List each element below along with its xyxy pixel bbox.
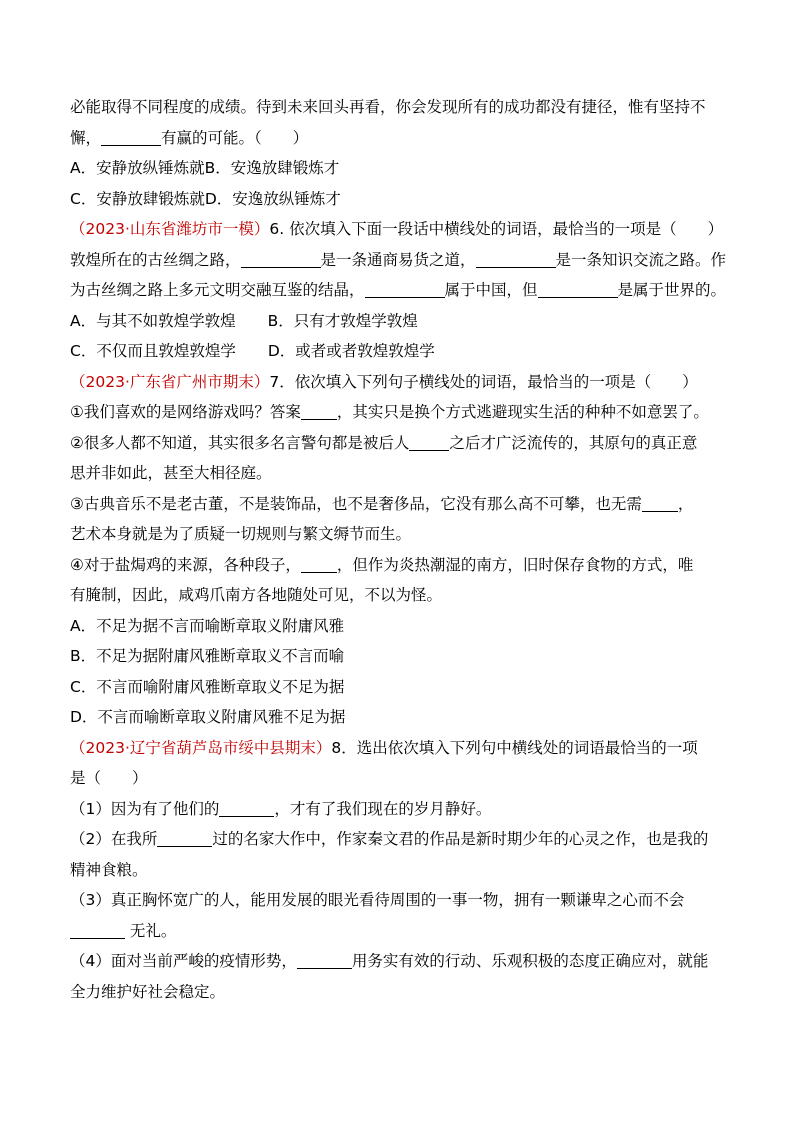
q7-sentence-2-cont [70, 458, 730, 489]
text: 全力维护好社会稳定。 [70, 982, 226, 1001]
q5-line-1 [70, 92, 730, 123]
answer-blank [301, 555, 337, 573]
text: （4）面对当前严峻的疫情形势， [70, 952, 297, 970]
q7-sentence-2 [70, 428, 730, 459]
q8-item-3 [70, 885, 730, 916]
option: C．不仅而且敦煌敦煌学 [70, 342, 236, 360]
text: 思并非如此，甚至大相径庭。 [70, 464, 272, 482]
option: A．与其不如敦煌学敦煌 [70, 311, 236, 330]
q8-item-2 [70, 824, 730, 855]
q8-item-3-cont [70, 916, 730, 947]
question-stem: 8．选出依次填入下列句中横线处的词语最恰当的一项 [331, 738, 698, 757]
question-source: （2023·山东省潍坊市一模） [70, 220, 270, 238]
q7-sentence-4-cont [70, 580, 730, 611]
question-stem: 7．依次填入下列句子横线处的词语，最恰当的一项是（ ） [269, 372, 698, 391]
answer-blank [476, 250, 556, 268]
text: 有腌制，因此，咸鸡爪南方各地随处可见，不以为怪。 [70, 586, 443, 604]
text: 懈， [70, 128, 102, 147]
text: 过的名家大作中，作家秦文君的作品是新时期少年的心灵之作，也是我的 [212, 830, 709, 848]
q8-stem-cont [70, 763, 730, 794]
option: B．只有才敦煌学敦煌 [267, 311, 418, 330]
option: A．安静放纵锤炼就B．安逸放肆锻炼才 [70, 159, 340, 177]
q6-line-3 [70, 275, 730, 306]
option: A．不足为据不言而喻断章取义附庸风雅 [70, 616, 345, 635]
text: 是一条通商易货之道， [320, 250, 476, 269]
text: 之后才广泛流传的，其原句的真正意 [449, 433, 698, 452]
text: （3）真正胸怀宽广的人，能用发展的眼光看待周围的一事一物，拥有一颗谦卑之心而不会 [70, 891, 685, 909]
q7-sentence-3-cont [70, 519, 730, 550]
option: B．不足为据附庸风雅断章取义不言而喻 [70, 647, 345, 665]
q6-options-ab [70, 306, 730, 337]
answer-blank [538, 280, 618, 298]
text: （2）在我所 [70, 830, 158, 848]
text: 是（ ） [70, 769, 148, 787]
q5-option-ab [70, 153, 730, 184]
q8-item-4-cont [70, 977, 730, 1008]
text: ，才有了我们现在的岁月静好。 [274, 799, 492, 818]
q7-sentence-1 [70, 397, 730, 428]
text: 艺术本身就是为了质疑一切规则与繁文缛节而生。 [70, 525, 412, 543]
q5-option-cd [70, 184, 730, 215]
text: 是一条知识交流之路。作 [555, 250, 727, 269]
answer-blank [297, 951, 352, 969]
q7-option-c [70, 672, 730, 703]
option: D．不言而喻断章取义附庸风雅不足为据 [70, 708, 346, 726]
text: 为古丝绸之路上多元文明交融互鉴的结晶， [70, 281, 365, 299]
text: 精神食粮。 [70, 860, 148, 879]
text: ④对于盐焗鸡的来源，各种段子， [70, 555, 301, 574]
text: ②很多人都不知道，其实很多名言警句都是被后人 [70, 433, 410, 452]
option: D．或者或者敦煌敦煌学 [267, 342, 435, 360]
q7-option-a [70, 611, 730, 642]
text: 有赢的可能。（ ） [161, 128, 309, 147]
answer-blank [241, 250, 321, 268]
text: ，其实只是换个方式逃避现实生活的种种不如意罢了。 [336, 403, 709, 421]
q7-stem [70, 367, 730, 398]
q7-option-d [70, 702, 730, 733]
answer-blank [409, 433, 449, 451]
option: C．不言而喻附庸风雅断章取义不足为据 [70, 677, 345, 696]
answer-blank [365, 280, 445, 298]
answer-blank [157, 829, 212, 847]
answer-blank [101, 128, 161, 146]
q7-option-b [70, 641, 730, 672]
document-page [70, 92, 730, 1007]
q5-line-2 [70, 123, 730, 154]
q7-sentence-3 [70, 489, 730, 520]
answer-blank [219, 799, 274, 817]
text: 属于中国，但 [444, 281, 538, 299]
answer-blank [70, 921, 125, 939]
q8-item-1 [70, 794, 730, 825]
text: 是属于世界的。 [617, 281, 727, 299]
q6-stem [70, 214, 730, 245]
answer-blank [642, 494, 678, 512]
option: C．安静放肆锻炼就D．安逸放纵锤炼才 [70, 189, 341, 208]
q7-sentence-4 [70, 550, 730, 581]
q8-item-2-cont [70, 855, 730, 886]
text: ③古典音乐不是老古董，不是装饰品，也不是奢侈品，它没有那么高不可攀，也无需 [70, 494, 642, 513]
question-stem: 6. 依次填入下面一段话中横线处的词语，最恰当的一项是（ ） [269, 220, 724, 238]
q6-options-cd [70, 336, 730, 367]
question-source: （2023·广东省广州市期末） [70, 372, 270, 391]
text: 用务实有效的行动、乐观积极的态度正确应对，就能 [351, 952, 709, 970]
q8-item-4 [70, 946, 730, 977]
text: 敦煌所在的古丝绸之路， [70, 250, 241, 269]
text: ， [677, 494, 694, 513]
text: （1）因为有了他们的 [70, 799, 220, 818]
text: 无礼。 [125, 921, 177, 940]
question-source: （2023·辽宁省葫芦岛市绥中县期末） [70, 738, 332, 757]
q6-line-2 [70, 245, 730, 276]
answer-blank [301, 402, 337, 420]
q8-stem [70, 733, 730, 764]
text: ①我们喜欢的是网络游戏吗？答案 [70, 403, 301, 421]
text: ，但作为炎热潮湿的南方，旧时保存食物的方式，唯 [336, 555, 694, 574]
text: 必能取得不同程度的成绩。待到未来回头再看，你会发现所有的成功都没有捷径，惟有坚持不 [70, 98, 706, 116]
